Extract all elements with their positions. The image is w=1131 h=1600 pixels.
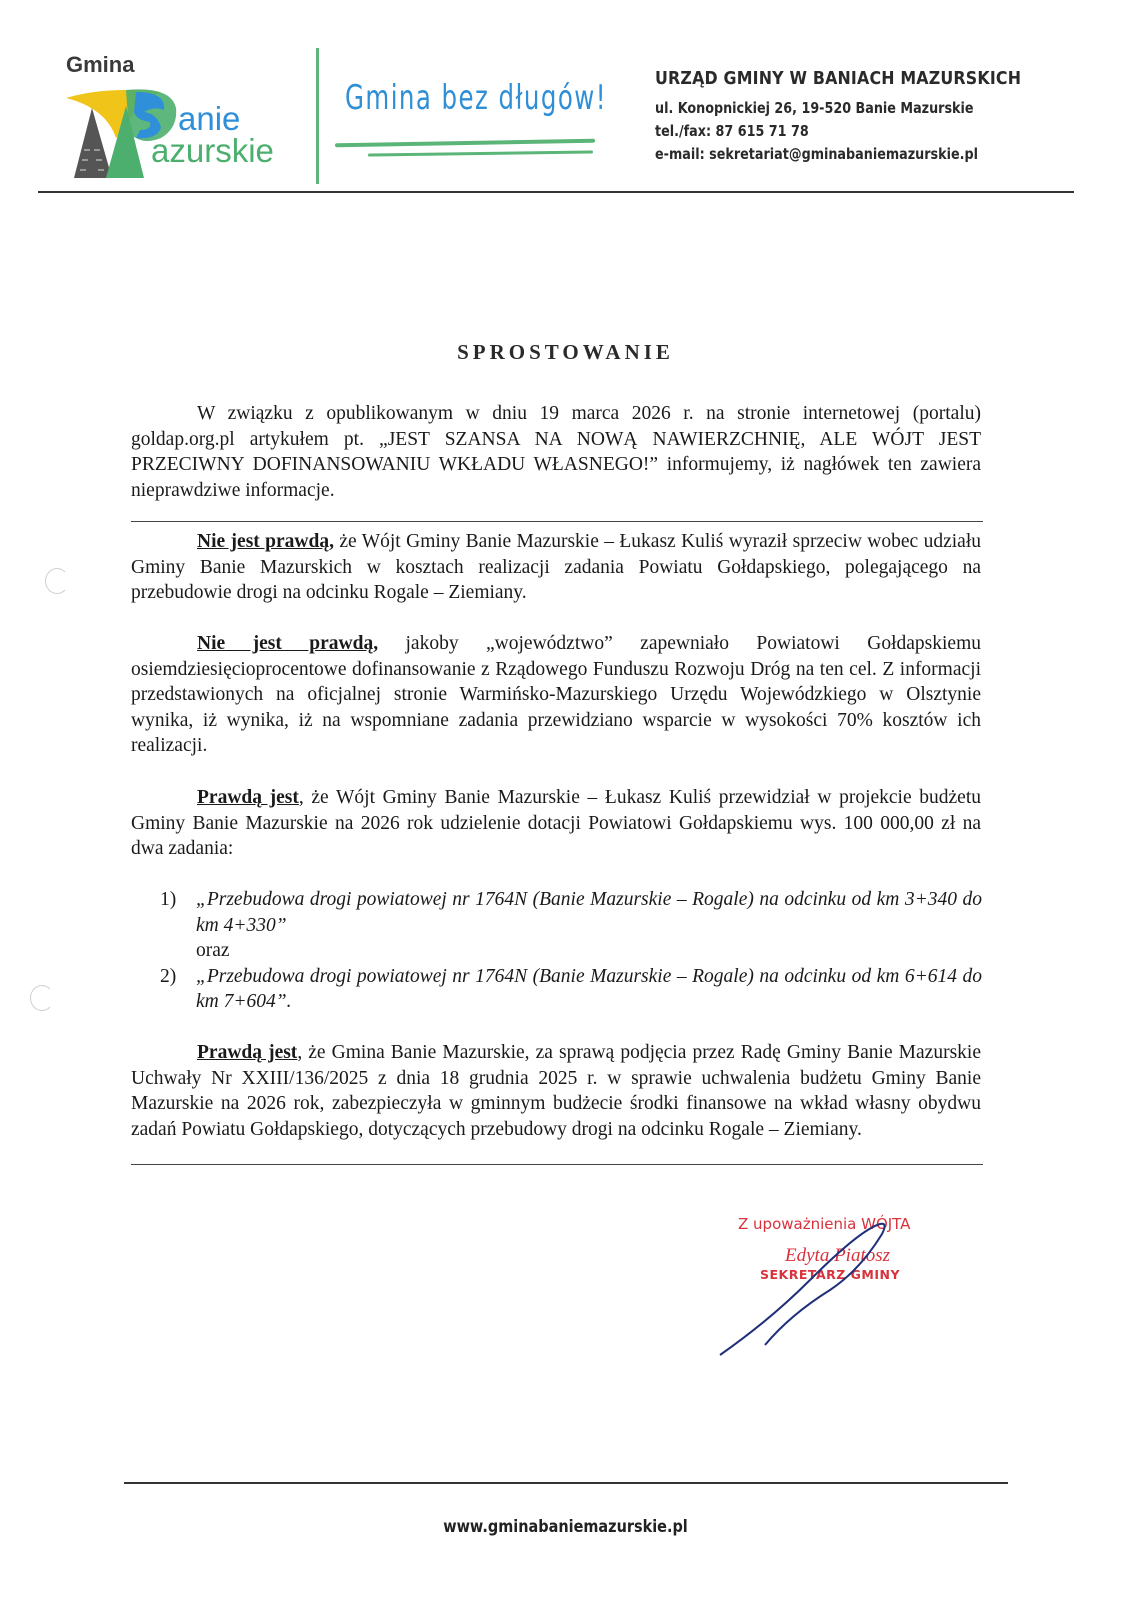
office-address: ul. Konopnickiej 26, 19-520 Banie Mazurskie — [655, 99, 974, 117]
section-lead: Nie jest prawdą, — [197, 531, 334, 552]
task-list — [160, 887, 982, 1015]
gmina-logo — [66, 52, 306, 177]
list-number: 1) — [160, 889, 177, 910]
document-title: SPROSTOWANIE — [457, 340, 674, 364]
intro-text: W związku z opublikowanym w dniu 19 marca 2026 r. na stronie internetowej (portalu) goldap.org.pl artykułem pt. „JEST SZANSA NA NOWĄ NAWIERZCHNIĘ, ALE WÓJT JEST PRZECIWNY DOFINANSOWANIU WKŁADU WŁASNEGO!” informujemy, iż nagłówek ten zawiera nieprawdziwe informacje. — [131, 403, 981, 501]
section-text: jakoby „województwo” zapewniało Powiatowi Gołdapskiemu osiemdziesięcioprocentowe dofinansowanie z Rządowego Funduszu Rozwoju Dróg na ten cel. Z informacji przedstawionych na oficjalnej stronie Warmińsko-Mazurskiego Urzędu Wojewódzkiego w Olsztynie wynika, iż wynika, iż na wspomniane zadania przewidziano wsparcie w wysokości 70% kosztów ich realizacji. — [131, 633, 981, 756]
logo-text-gmina: Gmina — [66, 52, 135, 77]
signature-icon — [710, 1220, 910, 1370]
footer-website-link[interactable]: www.gminabaniemazurskie.pl — [443, 1517, 688, 1537]
list-connector: oraz — [196, 940, 230, 961]
section-paragraph — [131, 785, 981, 862]
footer-rule — [124, 1482, 1008, 1484]
section-lead: Nie jest prawdą, — [197, 633, 379, 654]
office-name: URZĄD GMINY W BANIACH MAZURSKICH — [655, 68, 1022, 89]
punch-hole-icon — [45, 568, 69, 594]
header-rule — [38, 191, 1074, 193]
slogan-underline — [335, 139, 595, 148]
logo-text-mazurskie: azurskie — [151, 132, 274, 169]
section-paragraph — [131, 631, 981, 759]
punch-hole-icon — [30, 985, 54, 1011]
office-contact — [655, 68, 1071, 166]
letterhead — [0, 0, 1131, 200]
section-paragraph — [131, 1040, 981, 1142]
list-item — [160, 887, 982, 938]
list-text: „Przebudowa drogi powiatowej nr 1764N (Banie Mazurskie – Rogale) na odcinku od km 3+340 do km 4+330” — [196, 889, 982, 936]
office-phone: tel./fax: 87 615 71 78 — [655, 122, 809, 140]
intro-paragraph — [131, 401, 981, 503]
office-email[interactable]: e-mail: sekretariat@gminabaniemazurskie.pl — [655, 145, 978, 163]
slogan-underline — [368, 150, 593, 156]
stamp-role: SEKRETARZ GMINY — [760, 1267, 901, 1282]
logo-text-banie: anie — [178, 100, 241, 137]
separator-rule — [131, 521, 983, 522]
list-item — [160, 964, 982, 1015]
stamp-authorization: Z upoważnienia WÓJTA — [738, 1215, 911, 1233]
list-text: „Przebudowa drogi powiatowej nr 1764N (Banie Mazurskie – Rogale) na odcinku od km 6+614 do km 7+604”. — [196, 965, 982, 1012]
section-text: , że Wójt Gminy Banie Mazurskie – Łukasz Kuliś przewidział w projekcie budżetu Gminy Banie Mazurskie na 2026 rok udzielenie dotacji Powiatowi Gołdapskiemu wys. 100 000,00 zł na dwa zadania: — [131, 787, 981, 859]
slogan: Gmina bez długów! — [345, 78, 607, 118]
section-paragraph — [131, 529, 981, 606]
section-lead: Prawdą jest — [197, 787, 299, 808]
section-text: że Wójt Gminy Banie Mazurskie – Łukasz Kuliś wyraził sprzeciw wobec udziału Gminy Banie Mazurskich w kosztach realizacji zadania Powiatu Gołdapskiego, polegającego na przebudowie drogi na odcinku Rogale – Ziemiany. — [131, 531, 981, 603]
header-divider — [316, 48, 319, 184]
section-text: , że Gmina Banie Mazurskie, za sprawą podjęcia przez Radę Gminy Banie Mazurskie Uchwały Nr XXIII/136/2025 z dnia 18 grudnia 2025 r. w sprawie uchwalenia budżetu Gminy Banie Mazurskie na 2026 rok, zabezpieczyła w gminnym budżecie środki finansowe na wkład własny obydwu zadań Powiatu Gołdapskiego, dotyczących przebudowy drogi na odcinku Rogale – Ziemiany. — [131, 1042, 981, 1140]
list-number: 2) — [160, 965, 177, 987]
stamp-name: Edyta Piatosz — [785, 1245, 891, 1266]
section-lead: Prawdą jest — [197, 1042, 298, 1063]
separator-rule — [131, 1164, 983, 1165]
